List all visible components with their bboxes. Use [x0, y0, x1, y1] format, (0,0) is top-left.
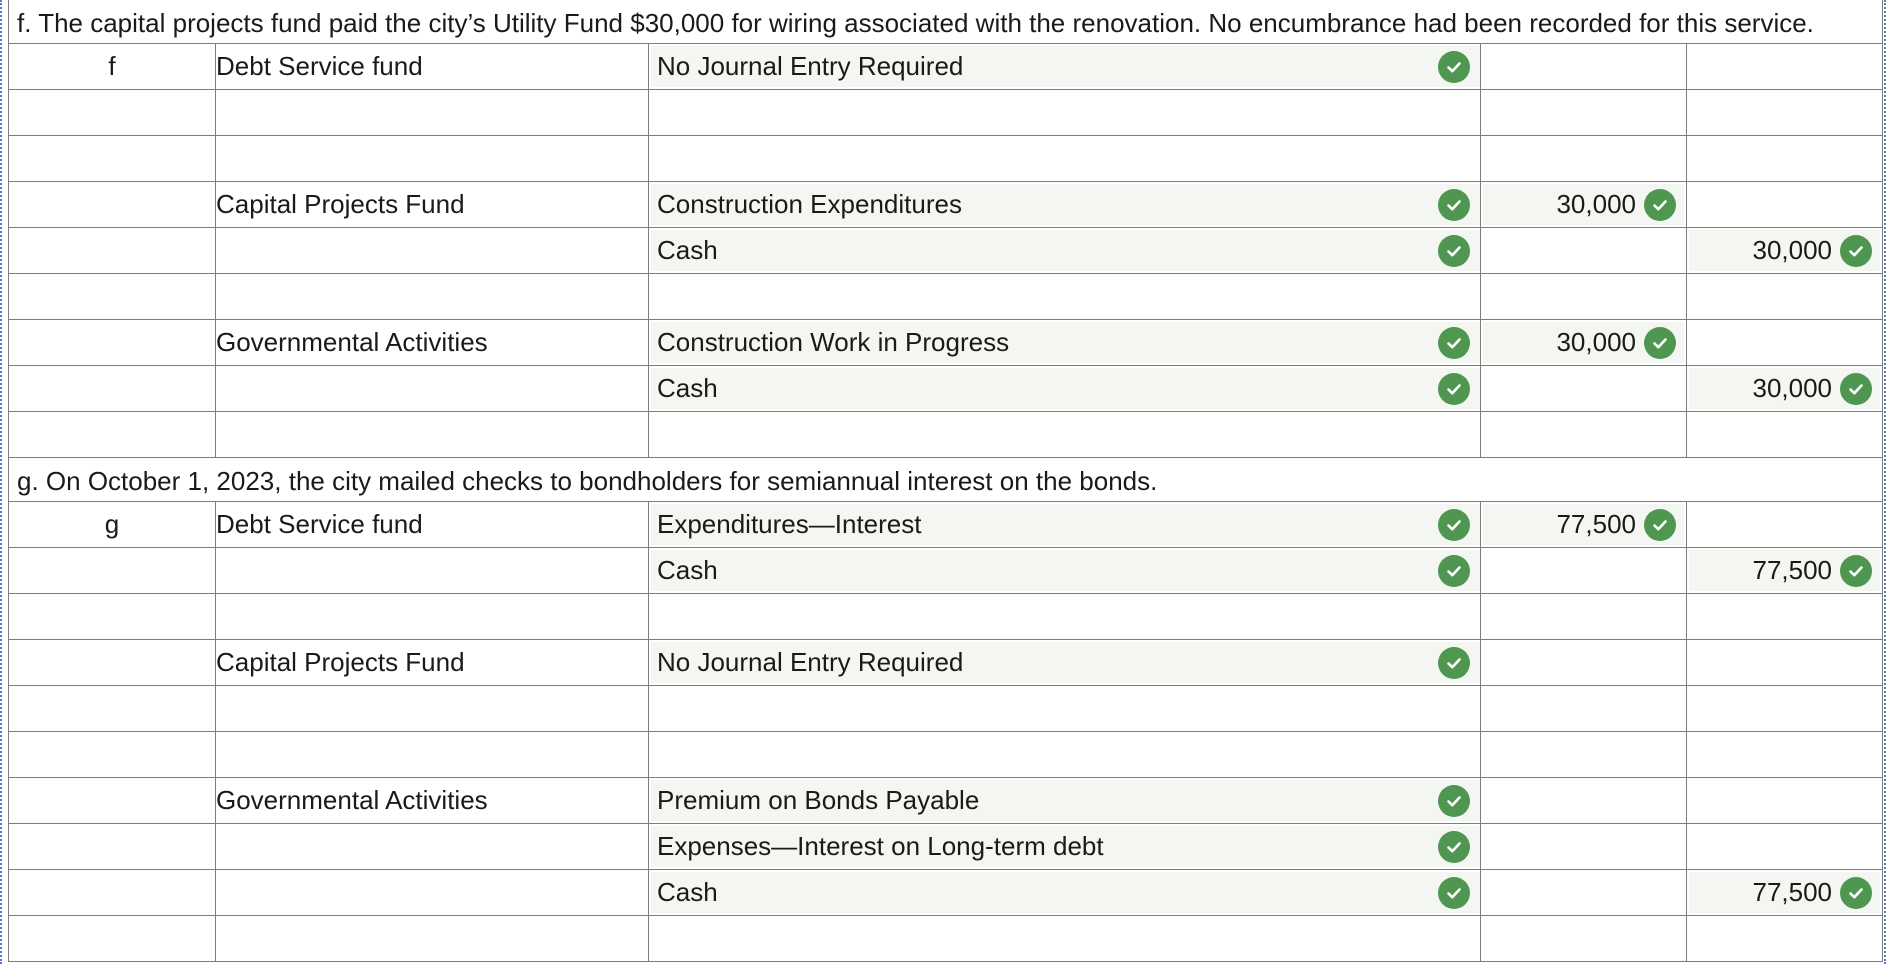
fund-name [216, 366, 649, 412]
debit-cell [1481, 640, 1687, 686]
credit-cell [1687, 870, 1883, 916]
fund-name [216, 916, 649, 962]
account-select[interactable] [651, 642, 1480, 683]
check-circle-icon [1644, 327, 1676, 359]
account-select[interactable] [651, 826, 1480, 867]
credit-cell [1687, 732, 1883, 778]
journal-row [9, 44, 1883, 90]
transaction-id [9, 274, 216, 320]
debit-cell [1481, 778, 1687, 824]
check-circle-icon [1438, 647, 1470, 679]
credit-cell [1687, 366, 1883, 412]
account-select[interactable] [651, 138, 1480, 179]
transaction-id [9, 548, 216, 594]
account-select[interactable] [651, 504, 1480, 545]
account-name: Construction Expenditures [657, 189, 962, 219]
credit-input[interactable] [1689, 46, 1880, 87]
journal-entry-table [8, 0, 1883, 962]
credit-cell [1687, 548, 1883, 594]
debit-cell [1481, 594, 1687, 640]
account-name: Expenditures—Interest [657, 509, 922, 539]
transaction-id [9, 412, 216, 458]
debit-cell [1481, 502, 1687, 548]
debit-input[interactable] [1483, 826, 1684, 867]
credit-cell [1687, 502, 1883, 548]
debit-input[interactable] [1483, 642, 1684, 683]
credit-cell [1687, 90, 1883, 136]
fund-name [216, 594, 649, 640]
journal-row [9, 870, 1883, 916]
credit-input[interactable] [1689, 368, 1880, 409]
account-cell [649, 686, 1481, 732]
debit-input[interactable] [1483, 550, 1684, 591]
account-cell [649, 640, 1481, 686]
transaction-id [9, 90, 216, 136]
fund-name [216, 412, 649, 458]
check-circle-icon [1840, 877, 1872, 909]
account-cell [649, 182, 1481, 228]
fund-name [216, 870, 649, 916]
debit-cell [1481, 824, 1687, 870]
credit-input[interactable] [1689, 504, 1880, 545]
account-select[interactable] [651, 368, 1480, 409]
check-circle-icon [1438, 831, 1470, 863]
account-cell [649, 44, 1481, 90]
account-name: No Journal Entry Required [657, 51, 964, 81]
account-select[interactable] [651, 734, 1480, 775]
credit-input[interactable] [1689, 230, 1880, 271]
credit-cell [1687, 916, 1883, 962]
check-circle-icon [1438, 51, 1470, 83]
check-circle-icon [1438, 785, 1470, 817]
account-select[interactable] [651, 414, 1480, 455]
account-select[interactable] [651, 596, 1480, 637]
fund-name [216, 274, 649, 320]
account-cell [649, 916, 1481, 962]
account-cell [649, 136, 1481, 182]
journal-row [9, 412, 1883, 458]
account-cell [649, 732, 1481, 778]
account-select[interactable] [651, 46, 1480, 87]
debit-amount: 30,000 [1556, 327, 1636, 357]
debit-cell [1481, 412, 1687, 458]
credit-amount: 77,500 [1752, 877, 1833, 907]
credit-cell [1687, 274, 1883, 320]
fund-name [216, 548, 649, 594]
debit-cell [1481, 182, 1687, 228]
fund-name [216, 136, 649, 182]
transaction-id [9, 778, 216, 824]
credit-input[interactable] [1689, 322, 1880, 363]
debit-cell [1481, 916, 1687, 962]
fund-name [216, 686, 649, 732]
fund-name [216, 90, 649, 136]
account-name: Cash [657, 235, 718, 265]
debit-cell [1481, 228, 1687, 274]
debit-input[interactable] [1483, 322, 1684, 363]
debit-cell [1481, 548, 1687, 594]
journal-row [9, 182, 1883, 228]
fund-name [216, 228, 649, 274]
check-circle-icon [1438, 235, 1470, 267]
check-circle-icon [1644, 189, 1676, 221]
transaction-id: f [9, 44, 216, 90]
account-cell [649, 366, 1481, 412]
transaction-description-row [9, 458, 1883, 502]
transaction-description: g. On October 1, 2023, the city mailed checks to bondholders for semiannual interest on the bonds. [9, 458, 1883, 502]
credit-cell [1687, 136, 1883, 182]
credit-cell [1687, 686, 1883, 732]
debit-input[interactable] [1483, 46, 1684, 87]
journal-row [9, 228, 1883, 274]
debit-amount: 30,000 [1556, 189, 1636, 219]
debit-input[interactable] [1483, 276, 1684, 317]
account-select[interactable] [651, 92, 1480, 133]
account-select[interactable] [651, 550, 1480, 591]
journal-row [9, 732, 1883, 778]
debit-input[interactable] [1483, 918, 1684, 959]
account-select[interactable] [651, 230, 1480, 271]
account-name: Cash [657, 877, 718, 907]
fund-name [216, 732, 649, 778]
debit-input[interactable] [1483, 184, 1684, 225]
transaction-description-row [9, 0, 1883, 44]
credit-cell [1687, 640, 1883, 686]
transaction-id [9, 640, 216, 686]
fund-name: Governmental Activities [216, 320, 649, 366]
fund-name: Governmental Activities [216, 778, 649, 824]
fund-name [216, 824, 649, 870]
check-circle-icon [1438, 555, 1470, 587]
debit-input[interactable] [1483, 872, 1684, 913]
debit-input[interactable] [1483, 138, 1684, 179]
account-cell [649, 870, 1481, 916]
account-cell [649, 824, 1481, 870]
debit-cell [1481, 686, 1687, 732]
check-circle-icon [1840, 373, 1872, 405]
credit-cell [1687, 228, 1883, 274]
credit-input[interactable] [1689, 734, 1880, 775]
account-name: Premium on Bonds Payable [657, 785, 980, 815]
journal-row [9, 274, 1883, 320]
transaction-id [9, 366, 216, 412]
credit-input[interactable] [1689, 918, 1880, 959]
journal-row [9, 824, 1883, 870]
transaction-id [9, 686, 216, 732]
credit-cell [1687, 594, 1883, 640]
journal-row [9, 640, 1883, 686]
journal-row [9, 320, 1883, 366]
credit-cell [1687, 44, 1883, 90]
transaction-id [9, 594, 216, 640]
debit-cell [1481, 90, 1687, 136]
check-circle-icon [1438, 509, 1470, 541]
journal-row [9, 594, 1883, 640]
debit-input[interactable] [1483, 368, 1684, 409]
credit-input[interactable] [1689, 276, 1880, 317]
debit-cell [1481, 320, 1687, 366]
credit-cell [1687, 778, 1883, 824]
fund-name: Debt Service fund [216, 502, 649, 548]
journal-row [9, 136, 1883, 182]
debit-input[interactable] [1483, 780, 1684, 821]
fund-name: Capital Projects Fund [216, 182, 649, 228]
debit-amount: 77,500 [1556, 509, 1636, 539]
transaction-id [9, 136, 216, 182]
account-select[interactable] [651, 184, 1480, 225]
debit-input[interactable] [1483, 734, 1684, 775]
account-name: Expenses—Interest on Long-term debt [657, 831, 1104, 861]
account-cell [649, 548, 1481, 594]
check-circle-icon [1438, 877, 1470, 909]
debit-input[interactable] [1483, 414, 1684, 455]
debit-cell [1481, 136, 1687, 182]
check-circle-icon [1438, 373, 1470, 405]
account-name: Cash [657, 555, 718, 585]
credit-cell [1687, 412, 1883, 458]
check-circle-icon [1840, 235, 1872, 267]
transaction-id [9, 182, 216, 228]
credit-input[interactable] [1689, 688, 1880, 729]
account-select[interactable] [651, 322, 1480, 363]
account-select[interactable] [651, 276, 1480, 317]
account-select[interactable] [651, 780, 1480, 821]
debit-cell [1481, 366, 1687, 412]
fund-name: Debt Service fund [216, 44, 649, 90]
account-cell [649, 90, 1481, 136]
account-name: Cash [657, 373, 718, 403]
debit-cell [1481, 274, 1687, 320]
credit-input[interactable] [1689, 826, 1880, 867]
journal-row [9, 366, 1883, 412]
debit-input[interactable] [1483, 596, 1684, 637]
credit-amount: 30,000 [1752, 373, 1833, 403]
account-select[interactable] [651, 918, 1480, 959]
transaction-id [9, 320, 216, 366]
debit-input[interactable] [1483, 504, 1684, 545]
account-cell [649, 502, 1481, 548]
check-circle-icon [1438, 327, 1470, 359]
debit-input[interactable] [1483, 92, 1684, 133]
credit-input[interactable] [1689, 92, 1880, 133]
credit-amount: 30,000 [1752, 235, 1833, 265]
transaction-description: f. The capital projects fund paid the city’s Utility Fund $30,000 for wiring associated with the renovation. No encumbrance had been recorded for this service. [9, 0, 1883, 44]
fund-name: Capital Projects Fund [216, 640, 649, 686]
account-cell [649, 778, 1481, 824]
debit-cell [1481, 44, 1687, 90]
journal-row [9, 778, 1883, 824]
credit-input[interactable] [1689, 550, 1880, 591]
transaction-id [9, 916, 216, 962]
account-cell [649, 320, 1481, 366]
credit-input[interactable] [1689, 138, 1880, 179]
check-circle-icon [1644, 509, 1676, 541]
journal-row [9, 686, 1883, 732]
credit-cell [1687, 320, 1883, 366]
journal-row [9, 90, 1883, 136]
debit-cell [1481, 732, 1687, 778]
journal-row [9, 548, 1883, 594]
journal-row [9, 916, 1883, 962]
credit-input[interactable] [1689, 780, 1880, 821]
credit-input[interactable] [1689, 872, 1880, 913]
account-cell [649, 412, 1481, 458]
transaction-id [9, 228, 216, 274]
account-cell [649, 594, 1481, 640]
account-select[interactable] [651, 872, 1480, 913]
transaction-id: g [9, 502, 216, 548]
debit-input[interactable] [1483, 230, 1684, 271]
account-name: Construction Work in Progress [657, 327, 1010, 357]
check-circle-icon [1438, 189, 1470, 221]
credit-input[interactable] [1689, 184, 1880, 225]
account-cell [649, 228, 1481, 274]
debit-cell [1481, 870, 1687, 916]
check-circle-icon [1840, 555, 1872, 587]
account-cell [649, 274, 1481, 320]
account-select[interactable] [651, 688, 1480, 729]
debit-input[interactable] [1483, 688, 1684, 729]
credit-input[interactable] [1689, 642, 1880, 683]
credit-amount: 77,500 [1752, 555, 1833, 585]
credit-input[interactable] [1689, 414, 1880, 455]
credit-cell [1687, 824, 1883, 870]
credit-cell [1687, 182, 1883, 228]
journal-row [9, 502, 1883, 548]
transaction-id [9, 824, 216, 870]
account-name: No Journal Entry Required [657, 647, 964, 677]
transaction-id [9, 732, 216, 778]
credit-input[interactable] [1689, 596, 1880, 637]
transaction-id [9, 870, 216, 916]
